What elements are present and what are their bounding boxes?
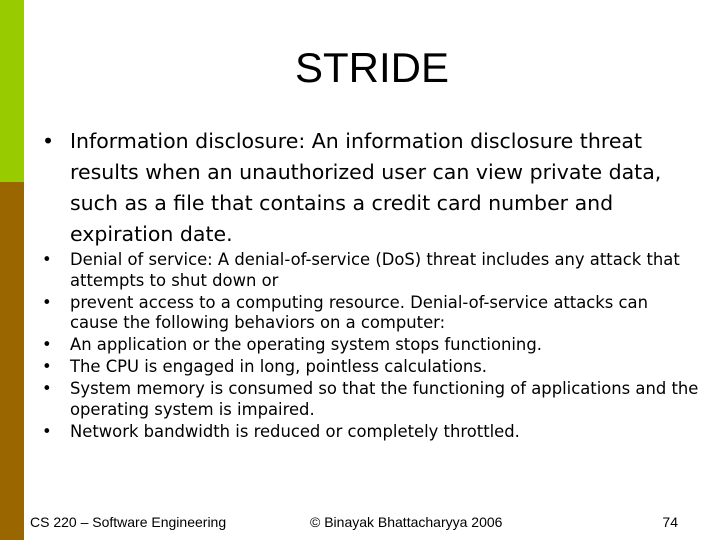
bullet-dot-icon: • xyxy=(42,379,52,398)
bullet-cpu-engaged xyxy=(40,357,700,378)
bullet-text: An application or the operating system stops functioning. xyxy=(70,335,542,354)
footer-page-number: 74 xyxy=(662,514,678,530)
bullet-dot-icon: • xyxy=(42,421,52,441)
main-bullet-list xyxy=(40,126,700,250)
slide-title: STRIDE xyxy=(294,44,449,91)
bullet-dot-icon: • xyxy=(42,129,55,153)
bullet-text: Denial of service: A denial-of-service (DoS) threat includes any attack that attempts to shut down or xyxy=(70,250,680,290)
bullet-text: prevent access to a computing resource. Denial-of-service attacks can cause the following behaviors on a computer: xyxy=(70,292,648,332)
bullet-dot-icon: • xyxy=(42,292,52,312)
bullet-text: System memory is consumed so that the functioning of applications and the operating system is impaired. xyxy=(70,379,699,419)
bullet-text: Information disclosure: An information disclosure threat results when an unauthorized user can view private data, such as a file that contains a credit card number and expiration date. xyxy=(70,129,662,246)
bullet-stops-functioning xyxy=(40,335,700,356)
footer-copyright: © Binayak Bhattacharyya 2006 xyxy=(310,514,503,530)
accent-bar-top xyxy=(0,0,24,182)
accent-bar-bottom xyxy=(0,182,24,540)
bullet-text: Network bandwidth is reduced or completely throttled. xyxy=(70,421,520,441)
footer-course: CS 220 – Software Engineering xyxy=(30,514,227,530)
bullet-bandwidth-reduced xyxy=(40,422,700,443)
bullet-denial-of-service xyxy=(40,250,700,291)
bullet-dot-icon: • xyxy=(42,250,52,269)
bullet-dot-icon: • xyxy=(42,357,52,376)
bullet-dot-icon: • xyxy=(42,335,52,354)
bullet-text: The CPU is engaged in long, pointless calculations. xyxy=(70,357,487,376)
sub-bullet-list xyxy=(40,250,700,444)
bullet-prevent-access xyxy=(40,293,700,334)
bullet-memory-consumed xyxy=(40,379,700,420)
bullet-information-disclosure xyxy=(40,126,700,250)
